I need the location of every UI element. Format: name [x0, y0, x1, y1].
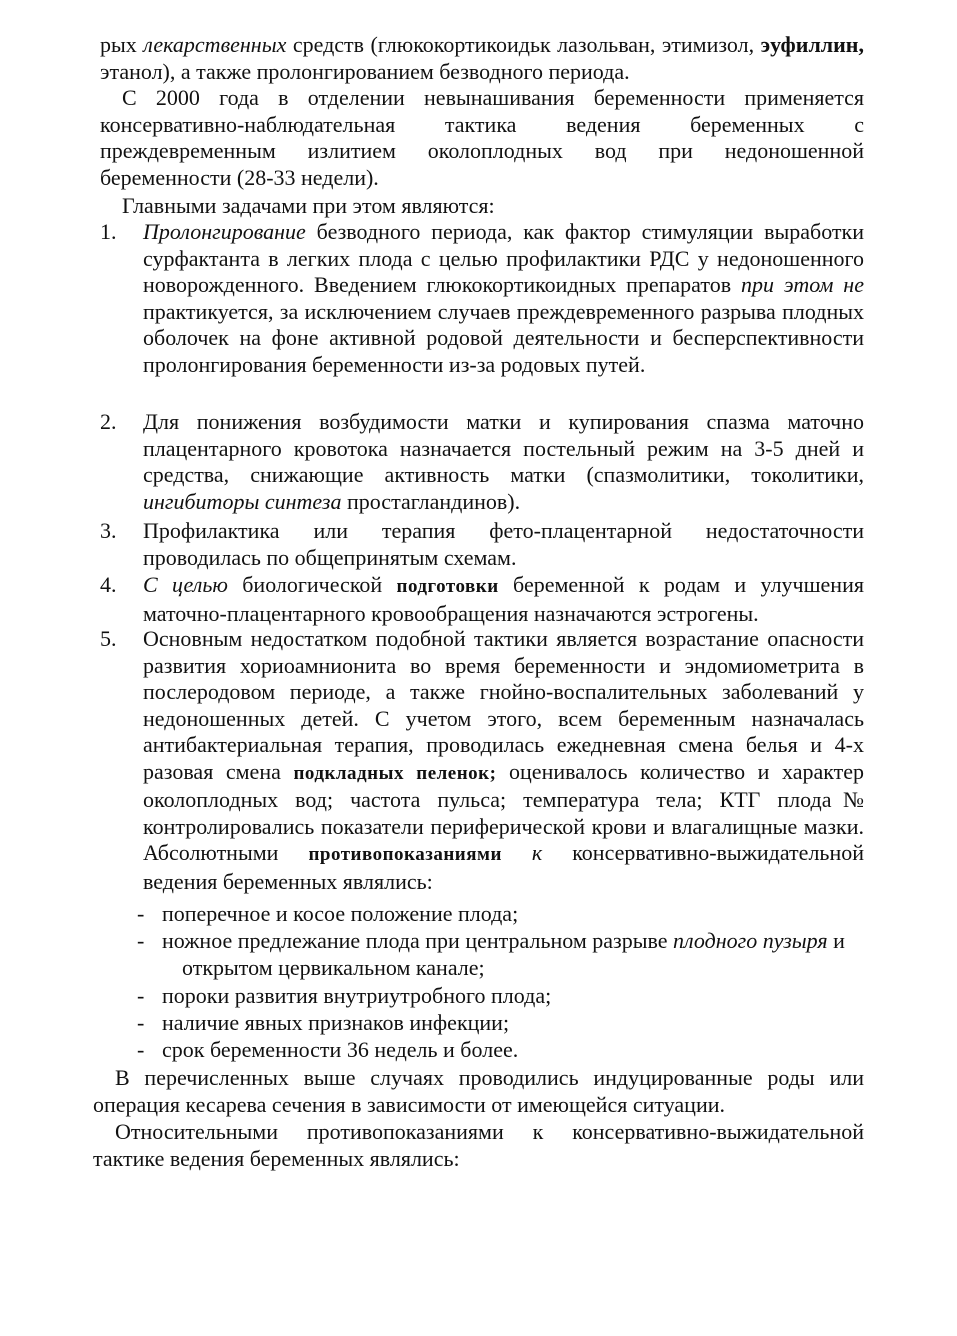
bold-term: подкладных пеленок;	[293, 762, 497, 784]
list-item-text	[143, 572, 864, 627]
text-run: рых	[100, 32, 144, 57]
contraindication-item	[137, 1010, 857, 1037]
contraindication-text: пороки развития внутриутробного плода;	[162, 983, 552, 1008]
paragraph-induced-labor: В перечисленных выше случаях проводились индуцированные роды или операция кесарева сечения в зависимости от имеющейся ситуации.	[93, 1065, 864, 1117]
bold-term: противопоказаниями	[308, 844, 502, 865]
italic-term: ингибиторы синтеза	[143, 488, 342, 514]
italic-term: лекарственных	[143, 32, 287, 57]
text-run: беременной к родам и улучшения маточно-плацентарного кровообращения назначаются эстрогены.	[143, 572, 864, 626]
list-number: 1.	[100, 219, 117, 244]
contraindication-item	[137, 1037, 857, 1064]
italic-term: к	[501, 840, 543, 865]
italic-term: С целью	[143, 572, 228, 597]
contraindication-text: наличие явных признаков инфекции;	[162, 1010, 510, 1035]
list-item-text: Профилактика или терапия фето-плацентарной недостаточности проводилась по общепринятым схемам.	[143, 518, 864, 570]
text-run: и открытом цервикальном канале;	[182, 928, 845, 980]
text-run: Основным недостатком подобной тактики является возрастание опасности развития хориоамнионита во время беременности и эндомиометрита в послеродовом периоде, а также гнойно-воспалительных заболеваний у недоношенных детей. С учетом этого, всем беременным назначалась антибактериальная терапия, проводилась ежедневная смена белья и 4-х разовая смена	[143, 626, 864, 784]
list-item-5	[100, 626, 864, 895]
text-run: оценивалось количество и характер околоплодных вод; частота пульса; температура тела; КТГ плода№ контролировались показатели периферической крови и влагалищные мазки. Абсолютными	[143, 758, 865, 865]
italic-term: при этом не	[741, 272, 864, 297]
text-run: биологической	[227, 572, 397, 597]
contraindication-text: поперечное и косое положение плода;	[162, 901, 519, 926]
text-run: Для понижения возбудимости матки и купирования спазма маточно плацентарного кровотока назначается постельный режим на 3-5 дней и средства, снижающие активность матки (спазмолитики, токолитики,	[143, 409, 864, 487]
list-item-2	[100, 409, 864, 515]
contraindication-item	[137, 983, 857, 1010]
bold-term: подготовки	[396, 576, 499, 597]
dash-marker: -	[137, 983, 145, 1008]
list-number: 3.	[100, 518, 117, 543]
list-item-text	[143, 219, 864, 378]
text-run: ножное предлежание плода при центральном разрыве	[162, 928, 674, 953]
text-run: консервативно-выжидательной ведения беременных являлись:	[143, 840, 864, 894]
bold-term: эуфиллин,	[760, 32, 864, 57]
list-number: 4.	[100, 572, 117, 597]
list-number: 5.	[100, 626, 117, 651]
dash-marker: -	[137, 928, 145, 953]
list-item-3	[100, 518, 864, 571]
contraindication-item	[137, 901, 857, 928]
italic-term: Пролонгирование	[143, 219, 306, 244]
list-number: 2.	[100, 409, 117, 434]
paragraph-main-tasks: Главными задачами при этом являются:	[122, 193, 495, 218]
dash-marker: -	[137, 901, 145, 926]
paragraph-relative-contraindications: Относительными противопоказаниями к консервативно-выжидательной тактике ведения беременных являлись:	[93, 1119, 864, 1171]
list-item-4	[100, 572, 864, 627]
paragraph-tactics-intro: С 2000 года в отделении невынашивания беременности применяется консервативно-наблюдательная тактика ведения беременных с преждевременным излитием околоплодных вод при недоношенной беременности (28-33 недели).	[100, 85, 864, 190]
dash-marker: -	[137, 1037, 145, 1062]
list-item-text	[143, 626, 864, 895]
text-run: средств (глюкокортикоидьк лазольван, этимизол,	[286, 32, 761, 57]
paragraph-continuation	[100, 32, 864, 85]
list-item-1	[100, 219, 864, 378]
text-run: практикуется, за исключением случаев преждевременного разрыва плодных оболочек на фоне активной родовой деятельности и бесперспективности пролонгирования беременности из-за родовых путей.	[143, 298, 864, 377]
text-run: простагландинов).	[341, 488, 521, 514]
contraindication-text	[162, 928, 857, 981]
text-run: этанол), а также пролонгированием безводного периода.	[100, 58, 630, 84]
list-item-text	[143, 409, 864, 515]
italic-term: плодного пузыря	[673, 928, 828, 953]
contraindication-text: срок беременности 36 недель и более.	[162, 1037, 519, 1062]
text-run: безводного периода, как фактор стимуляции выработки сурфактанта в легких плода с целью профилактики РДС у недоношенного новорожденного. Введением глюкокортикоидных препаратов	[143, 219, 864, 297]
contraindication-item	[137, 928, 857, 981]
dash-marker: -	[137, 1010, 145, 1035]
